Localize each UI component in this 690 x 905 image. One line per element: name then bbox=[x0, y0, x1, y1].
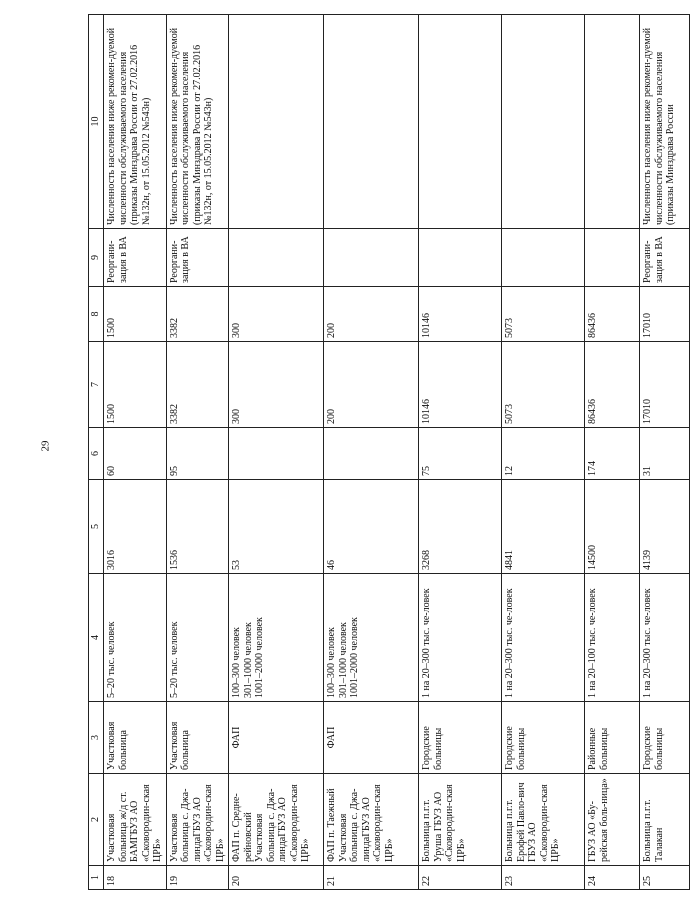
population-norm bbox=[640, 574, 690, 702]
table-row bbox=[166, 15, 229, 890]
cell-col6: 95 bbox=[166, 428, 229, 480]
table-row bbox=[585, 15, 640, 890]
population-norm bbox=[585, 574, 640, 702]
norm-line: 100–300 человек bbox=[231, 627, 242, 698]
cell-col10 bbox=[502, 15, 585, 229]
table-row bbox=[640, 15, 690, 890]
facility-name: Больница п.г.т. Ерофей Павло-вич ГБУЗ АО «Сковородин-ская ЦРБ» bbox=[502, 774, 585, 866]
facilities-table bbox=[88, 14, 690, 890]
cell-col7: 3382 bbox=[166, 342, 229, 428]
cell-col5: 4139 bbox=[640, 480, 690, 574]
table-rotated-wrapper bbox=[88, 15, 676, 890]
cell-col9: Реоргани-зация в ВА bbox=[166, 229, 229, 287]
facility-name: Участковая больница ж/д ст. БАМГБУЗ АО «Сковородин-ская ЦРБ» bbox=[104, 774, 167, 866]
row-number: 24 bbox=[585, 866, 640, 890]
header-cell: 7 bbox=[89, 342, 104, 428]
header-cell: 4 bbox=[89, 574, 104, 702]
header-cell: 6 bbox=[89, 428, 104, 480]
row-number: 22 bbox=[419, 866, 502, 890]
cell-col6 bbox=[229, 428, 324, 480]
facility-name: ГБУЗ АО «Бу-рейская боль-ница» bbox=[585, 774, 640, 866]
cell-col6: 60 bbox=[104, 428, 167, 480]
table-row bbox=[502, 15, 585, 890]
facility-name: ФАП п. Средне-рейновский Участковая больница с. Джа-линдаГБУЗ АО «Сковородин-ская ЦРБ» bbox=[229, 774, 324, 866]
norm-line: 5–20 тыс. человек bbox=[168, 621, 180, 698]
facility-type: ФАП bbox=[324, 702, 419, 774]
facility-name: Больница п.г.т. Уруша ГБУЗ АО «Сковородин-ская ЦРБ» bbox=[419, 774, 502, 866]
facility-type: Городские больницы bbox=[640, 702, 690, 774]
cell-col10 bbox=[229, 15, 324, 229]
row-number: 20 bbox=[229, 866, 324, 890]
cell-col6: 31 bbox=[640, 428, 690, 480]
cell-col6 bbox=[324, 428, 419, 480]
facility-name: ФАП п. Таежный Участковая больница с. Джа-линдаГБУЗ АО «Сковородин-ская ЦРБ» bbox=[324, 774, 419, 866]
header-cell: 10 bbox=[89, 15, 104, 229]
cell-col10: Численность населения ниже рекомен-дуемой численности обслуживаемого населения (приказы Минздрава России bbox=[640, 15, 690, 229]
cell-col9: Реоргани-зация в ВА bbox=[640, 229, 690, 287]
header-cell: 9 bbox=[89, 229, 104, 287]
page-number: 29 bbox=[39, 440, 52, 452]
population-norm bbox=[229, 574, 324, 702]
row-number: 25 bbox=[640, 866, 690, 890]
cell-col7: 300 bbox=[229, 342, 324, 428]
facility-type: Участковая больница bbox=[166, 702, 229, 774]
population-norm bbox=[502, 574, 585, 702]
facility-type: ФАП bbox=[229, 702, 324, 774]
cell-col5: 1536 bbox=[166, 480, 229, 574]
cell-col5: 3016 bbox=[104, 480, 167, 574]
cell-col8: 86436 bbox=[585, 287, 640, 342]
cell-col7: 1500 bbox=[104, 342, 167, 428]
population-norm bbox=[104, 574, 167, 702]
facility-name: Больница п.г.т. Талакан bbox=[640, 774, 690, 866]
cell-col9 bbox=[502, 229, 585, 287]
cell-col9 bbox=[324, 229, 419, 287]
cell-col7: 200 bbox=[324, 342, 419, 428]
facility-name: Участковая больница с. Джа-линдаГБУЗ АО «Сковородин-ская ЦРБ» bbox=[166, 774, 229, 866]
row-number: 19 bbox=[166, 866, 229, 890]
header-cell: 2 bbox=[89, 774, 104, 866]
row-number: 23 bbox=[502, 866, 585, 890]
cell-col6: 75 bbox=[419, 428, 502, 480]
cell-col6: 12 bbox=[502, 428, 585, 480]
cell-col7: 10146 bbox=[419, 342, 502, 428]
cell-col5: 53 bbox=[229, 480, 324, 574]
norm-line: 100–300 человек bbox=[326, 627, 337, 698]
cell-col5: 46 bbox=[324, 480, 419, 574]
header-row bbox=[89, 15, 104, 890]
cell-col8: 10146 bbox=[419, 287, 502, 342]
table-row bbox=[104, 15, 167, 890]
cell-col8: 1500 bbox=[104, 287, 167, 342]
population-norm bbox=[166, 574, 229, 702]
cell-col8: 200 bbox=[324, 287, 419, 342]
cell-col8: 3382 bbox=[166, 287, 229, 342]
norm-line: 301–1000 человек bbox=[242, 622, 254, 698]
cell-col5: 4841 bbox=[502, 480, 585, 574]
cell-col7: 5073 bbox=[502, 342, 585, 428]
cell-col10: Численность населения ниже рекомен-дуемой численности обслуживаемого населения (приказы Минздрава России от 27.02.2016 №132н, от 15.05.2012 №543н) bbox=[104, 15, 167, 229]
norm-line: 1 на 20–300 тыс. че-ловек bbox=[642, 588, 653, 698]
table-row bbox=[419, 15, 502, 890]
cell-col5: 14500 bbox=[585, 480, 640, 574]
norm-line: 1 на 20–300 тыс. че-ловек bbox=[504, 588, 515, 698]
row-number: 21 bbox=[324, 866, 419, 890]
norm-line: 1 на 20–300 тыс. че-ловек bbox=[421, 588, 432, 698]
norm-line: 1001–2000 человек bbox=[349, 617, 360, 698]
cell-col8: 300 bbox=[229, 287, 324, 342]
cell-col10 bbox=[419, 15, 502, 229]
cell-col10 bbox=[324, 15, 419, 229]
cell-col9 bbox=[419, 229, 502, 287]
cell-col7: 86436 bbox=[585, 342, 640, 428]
row-number: 18 bbox=[104, 866, 167, 890]
population-norm bbox=[419, 574, 502, 702]
header-cell: 5 bbox=[89, 480, 104, 574]
table-row bbox=[229, 15, 324, 890]
facility-type: Участковая больница bbox=[104, 702, 167, 774]
facility-type: Районные больницы bbox=[585, 702, 640, 774]
header-cell: 1 bbox=[89, 866, 104, 890]
cell-col9 bbox=[585, 229, 640, 287]
facility-type: Городские больницы bbox=[502, 702, 585, 774]
population-norm bbox=[324, 574, 419, 702]
cell-col10 bbox=[585, 15, 640, 229]
norm-line: 301–1000 человек bbox=[337, 622, 349, 698]
cell-col6: 174 bbox=[585, 428, 640, 480]
norm-line: 1 на 20–100 тыс. че-ловек bbox=[587, 588, 598, 698]
cell-col10: Численность населения ниже рекомен-дуемой численности обслуживаемого населения (приказы Минздрава России от 27.02.2016 №132н, от 15.05.2012 №543н) bbox=[166, 15, 229, 229]
norm-line: 5–20 тыс. человек bbox=[106, 621, 117, 698]
header-cell: 3 bbox=[89, 702, 104, 774]
cell-col8: 17010 bbox=[640, 287, 690, 342]
norm-line: 1001–2000 человек bbox=[254, 617, 265, 698]
cell-col5: 3268 bbox=[419, 480, 502, 574]
cell-col8: 5073 bbox=[502, 287, 585, 342]
table-row bbox=[324, 15, 419, 890]
cell-col9 bbox=[229, 229, 324, 287]
facility-type: Городские больницы bbox=[419, 702, 502, 774]
cell-col9: Реоргани-зация в ВА bbox=[104, 229, 167, 287]
header-cell: 8 bbox=[89, 287, 104, 342]
cell-col7: 17010 bbox=[640, 342, 690, 428]
